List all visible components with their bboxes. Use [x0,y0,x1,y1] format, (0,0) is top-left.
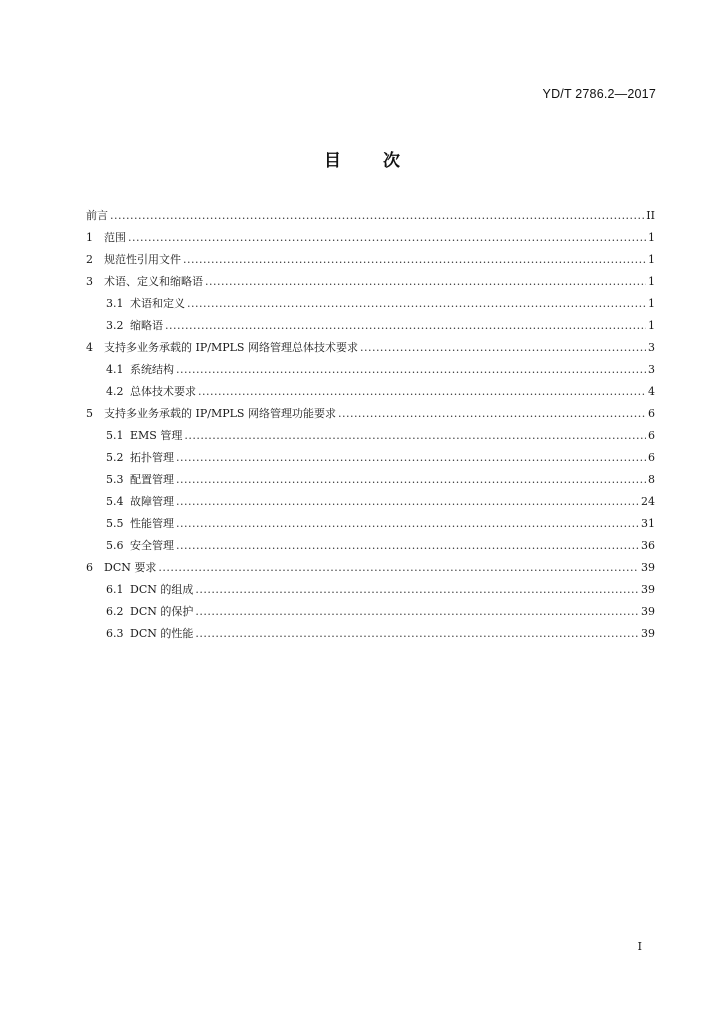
toc-leader-dots [176,491,639,513]
toc-entry-number: 3.2 [106,319,124,332]
toc-title-char-1: 目 [324,151,341,171]
toc-entry[interactable] [86,337,655,359]
toc-leader-dots [165,315,646,337]
toc-entry[interactable] [86,469,655,491]
table-of-contents [86,205,655,645]
toc-entry-number: 3.1 [106,297,124,310]
toc-entry-page: 6 [648,407,655,420]
toc-entry-label: 拓扑管理 [130,451,174,464]
toc-entry-label: 范围 [104,231,126,244]
toc-entry-label: DCN 的组成 [130,583,194,596]
toc-entry-page: 1 [648,319,655,332]
toc-entry[interactable] [86,579,655,601]
toc-entry-label: 性能管理 [130,517,174,530]
toc-entry-label: 规范性引用文件 [104,253,181,266]
toc-entry-label: 支持多业务承载的 IP/MPLS 网络管理总体技术要求 [104,341,358,354]
toc-entry-label: 配置管理 [130,473,174,486]
toc-entry-label: 支持多业务承载的 IP/MPLS 网络管理功能要求 [104,407,336,420]
toc-entry[interactable] [86,359,655,381]
toc-entry-page: 6 [648,429,655,442]
toc-entry-number: 5.2 [106,451,124,464]
toc-leader-dots [195,579,639,601]
toc-entry-number: 4 [86,341,93,354]
toc-leader-dots [110,205,644,227]
toc-entry-number: 6.2 [106,605,124,618]
toc-entry-page: 3 [648,363,655,376]
toc-entry-page: 3 [648,341,655,354]
toc-entry[interactable] [86,271,655,293]
toc-entry[interactable] [86,403,655,425]
toc-entry-number: 6.3 [106,627,124,640]
toc-entry-number: 5.5 [106,517,124,530]
toc-entry-page: 1 [648,275,655,288]
toc-entry-label: DCN 的保护 [130,605,194,618]
toc-entry-number: 5.4 [106,495,124,508]
toc-entry[interactable] [86,557,655,579]
toc-title [0,146,724,171]
footer-page-number: I [637,940,642,953]
toc-entry-label: 术语和定义 [130,297,185,310]
toc-leader-dots [176,359,646,381]
toc-entry-number: 4.2 [106,385,124,398]
toc-entry-number: 5.6 [106,539,124,552]
toc-entry-label: 总体技术要求 [130,385,196,398]
toc-entry-label: EMS 管理 [130,429,183,442]
toc-entry[interactable] [86,227,655,249]
toc-entry[interactable] [86,513,655,535]
toc-leader-dots [176,513,639,535]
toc-entry-page: 39 [641,583,655,596]
toc-entry-label: 缩略语 [130,319,163,332]
toc-leader-dots [176,535,639,557]
toc-leader-dots [360,337,646,359]
toc-entry[interactable] [86,293,655,315]
toc-entry[interactable] [86,535,655,557]
toc-entry-page: 39 [641,627,655,640]
toc-entry-number: 2 [86,253,93,266]
toc-entry-number: 5.3 [106,473,124,486]
toc-leader-dots [338,403,646,425]
toc-entry-label: 前言 [86,209,108,222]
toc-entry-number: 5 [86,407,93,420]
toc-entry-page: 36 [641,539,655,552]
toc-entry[interactable] [86,601,655,623]
toc-leader-dots [198,381,646,403]
toc-entry[interactable] [86,315,655,337]
toc-entry-number: 4.1 [106,363,124,376]
toc-entry[interactable] [86,249,655,271]
toc-leader-dots [184,425,646,447]
toc-entry-page: 1 [648,231,655,244]
toc-entry-number: 6 [86,561,93,574]
toc-entry[interactable] [86,425,655,447]
toc-entry[interactable] [86,623,655,645]
toc-entry[interactable] [86,447,655,469]
toc-leader-dots [176,469,646,491]
toc-entry-page: 31 [641,517,655,530]
toc-entry-page: 39 [641,561,655,574]
toc-leader-dots [183,249,646,271]
toc-entry-page: 39 [641,605,655,618]
toc-entry-page: 24 [641,495,655,508]
toc-entry-label: DCN 的性能 [130,627,194,640]
toc-entry-label: DCN 要求 [104,561,157,574]
toc-leader-dots [158,557,639,579]
toc-leader-dots [128,227,646,249]
toc-entry-number: 3 [86,275,93,288]
toc-entry-page: 8 [648,473,655,486]
toc-entry-page: 1 [648,297,655,310]
toc-entry[interactable] [86,491,655,513]
toc-entry-page: 1 [648,253,655,266]
toc-entry-label: 故障管理 [130,495,174,508]
standard-code: YD/T 2786.2—2017 [542,87,656,101]
toc-leader-dots [176,447,646,469]
toc-entry-page: II [646,209,655,222]
toc-leader-dots [187,293,646,315]
toc-leader-dots [195,601,639,623]
toc-entry[interactable] [86,381,655,403]
toc-entry-number: 1 [86,231,93,244]
toc-entry-number: 5.1 [106,429,124,442]
toc-entry-page: 4 [648,385,655,398]
toc-entry-label: 安全管理 [130,539,174,552]
toc-leader-dots [195,623,639,645]
toc-leader-dots [205,271,646,293]
toc-entry-page: 6 [648,451,655,464]
toc-entry-number: 6.1 [106,583,124,596]
toc-entry[interactable] [86,205,655,227]
toc-entry-label: 系统结构 [130,363,174,376]
toc-entry-label: 术语、定义和缩略语 [104,275,203,288]
toc-title-char-2: 次 [383,151,400,171]
